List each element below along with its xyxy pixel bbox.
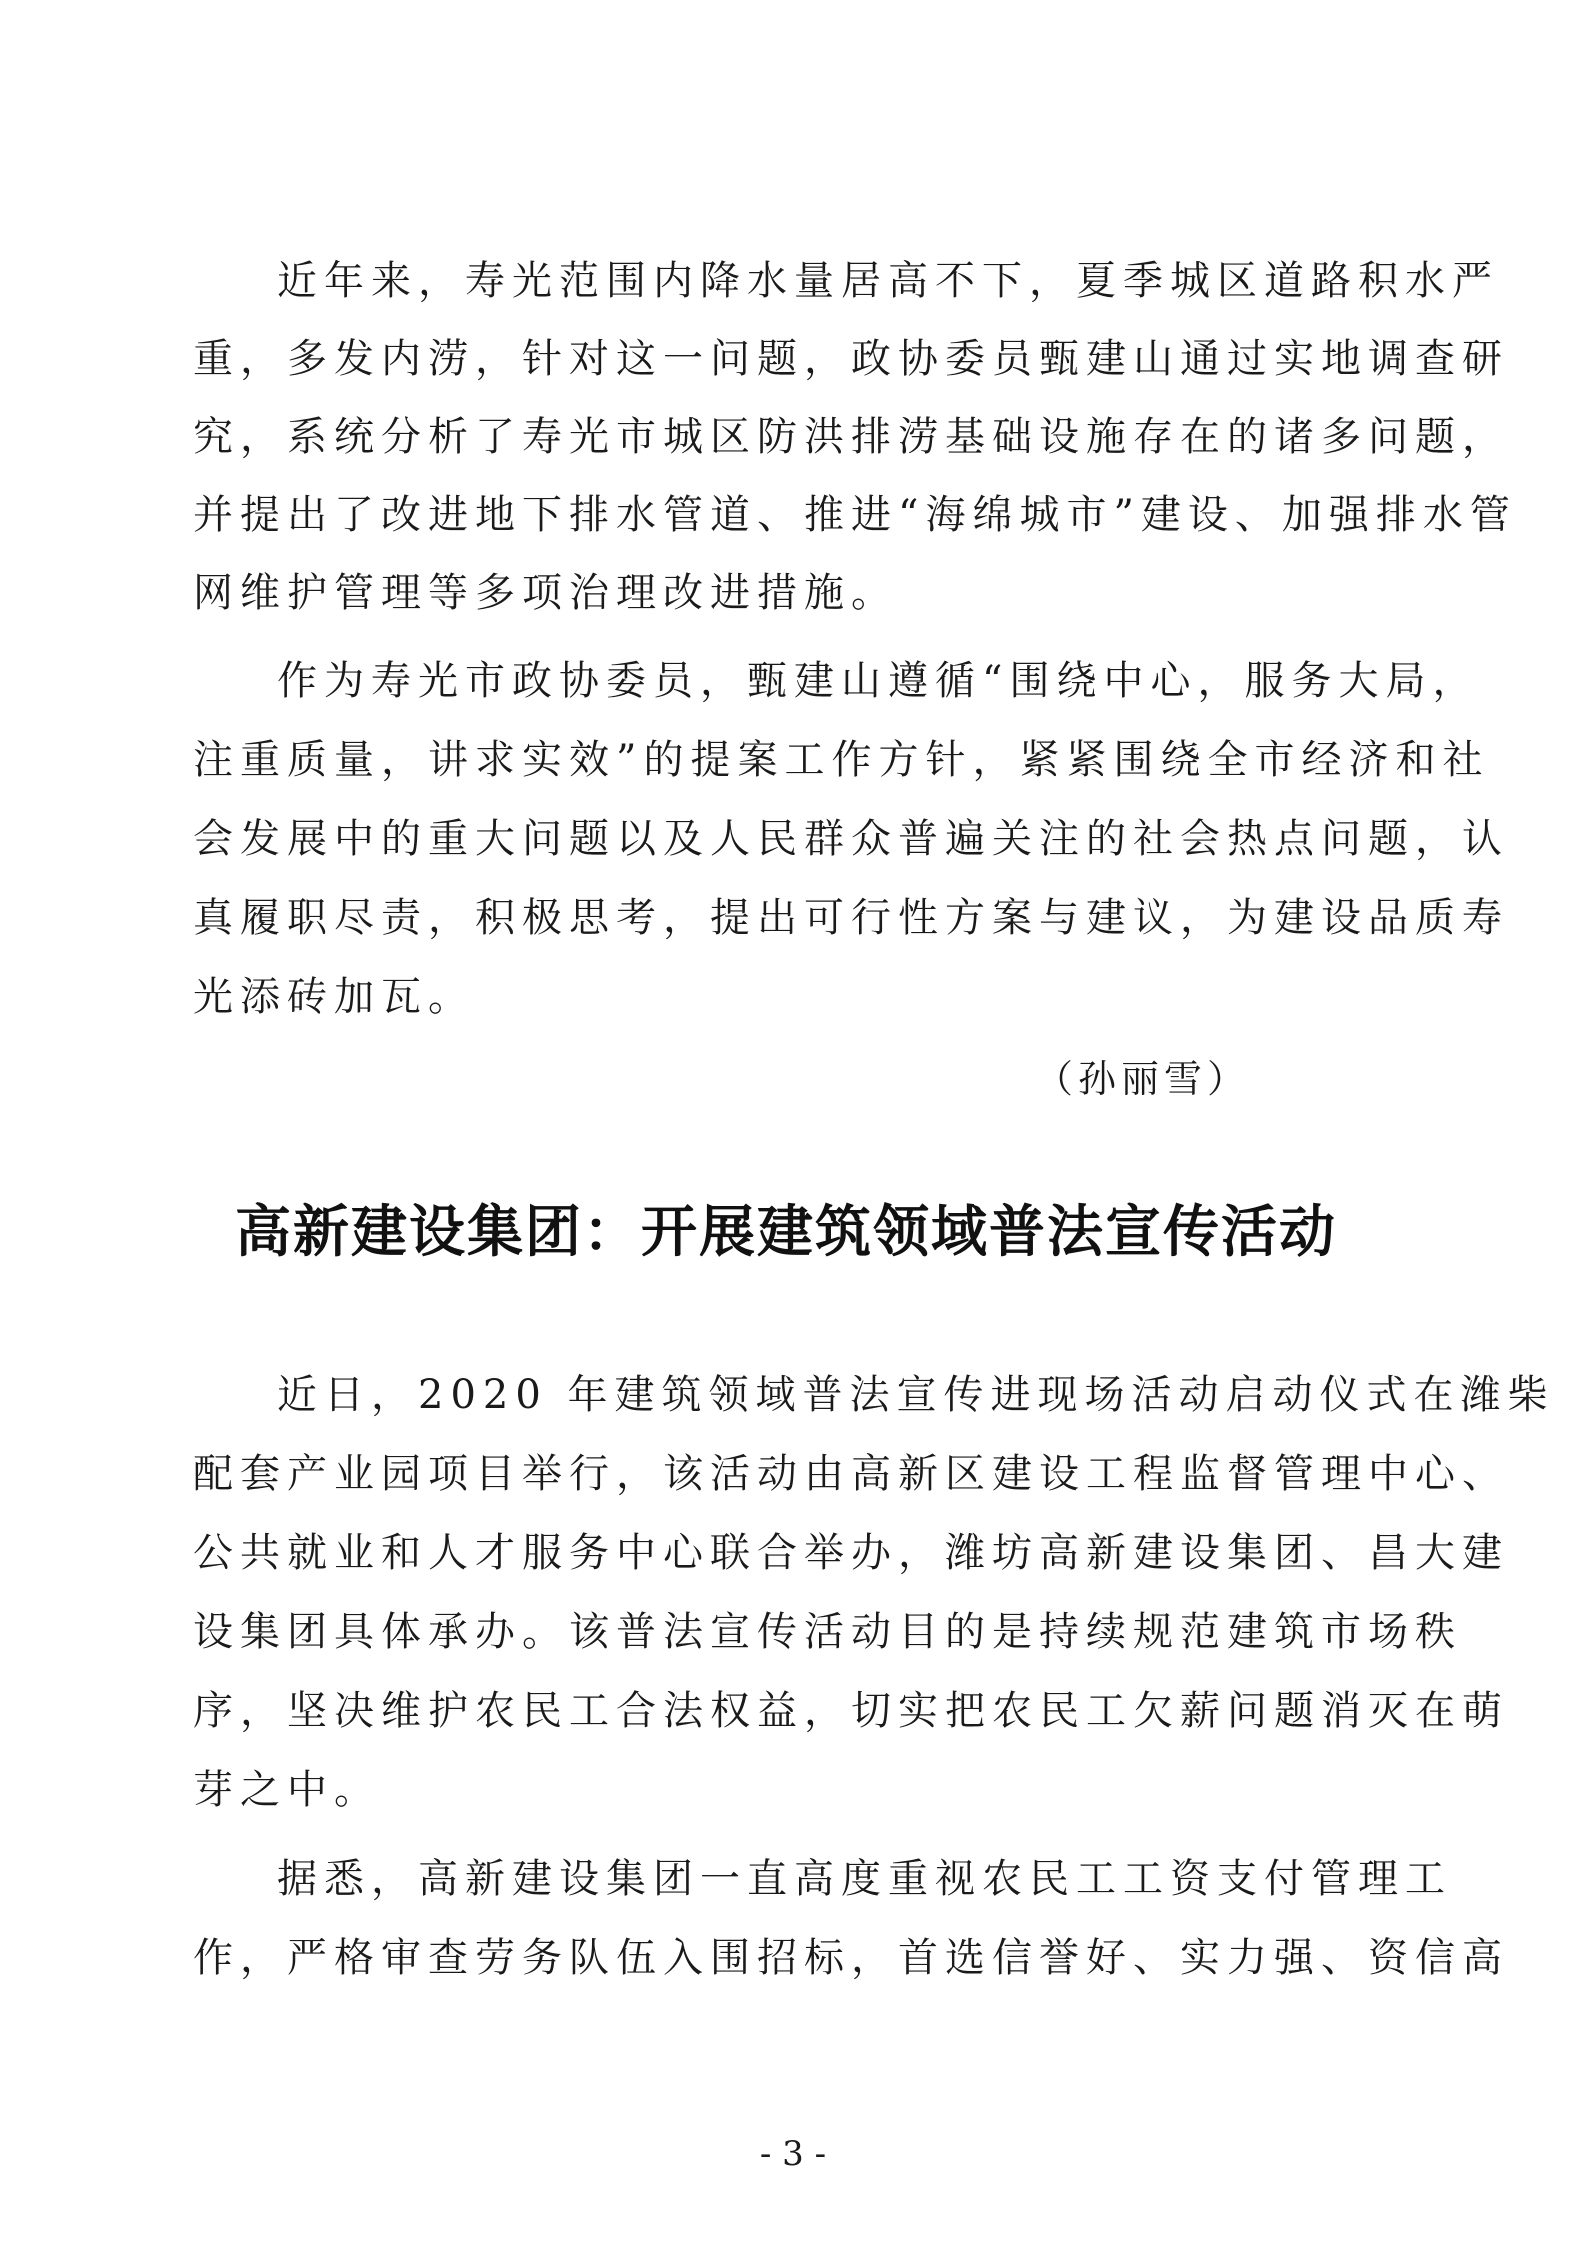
article-title: 高新建设集团：开展建筑领域普法宣传活动	[235, 1200, 1337, 1265]
page-number: - 3 -	[759, 2134, 827, 2174]
paragraph-line: 近年来，寿光范围内降水量居高不下，夏季城区道路积水严	[277, 258, 1499, 304]
paragraph-line: 据悉，高新建设集团一直高度重视农民工工资支付管理工	[277, 1856, 1452, 1902]
paragraph-line: 真履职尽责，积极思考，提出可行性方案与建议，为建设品质寿	[193, 895, 1509, 941]
paragraph-line: 注重质量，讲求实效”的提案工作方针，紧紧围绕全市经济和社	[193, 737, 1490, 783]
paragraph-line: 重，多发内涝，针对这一问题，政协委员甄建山通过实地调查研	[193, 336, 1509, 382]
article-author: （孙丽雪）	[1035, 1057, 1251, 1101]
paragraph-line: 网维护管理等多项治理改进措施。	[193, 570, 898, 616]
paragraph-line: 近日，2020 年建筑领域普法宣传进现场活动启动仪式在潍柴	[277, 1372, 1555, 1418]
paragraph-line: 并提出了改进地下排水管道、推进“海绵城市”建设、加强排水管	[193, 492, 1517, 538]
paragraph-line: 会发展中的重大问题以及人民群众普遍关注的社会热点问题，认	[193, 816, 1509, 862]
paragraph-line: 序，坚决维护农民工合法权益，切实把农民工欠薪问题消灭在萌	[193, 1688, 1509, 1734]
paragraph-line: 配套产业园项目举行，该活动由高新区建设工程监督管理中心、	[193, 1451, 1509, 1497]
paragraph-line: 公共就业和人才服务中心联合举办，潍坊高新建设集团、昌大建	[193, 1530, 1509, 1576]
paragraph-line: 光添砖加瓦。	[193, 974, 475, 1020]
paragraph-line: 究，系统分析了寿光市城区防洪排涝基础设施存在的诸多问题，	[193, 414, 1509, 460]
paragraph-line: 作为寿光市政协委员，甄建山遵循“围绕中心，服务大局，	[277, 658, 1480, 704]
paragraph-line: 芽之中。	[193, 1767, 381, 1813]
paragraph-line: 设集团具体承办。该普法宣传活动目的是持续规范建筑市场秩	[193, 1609, 1462, 1655]
paragraph-line: 作，严格审查劳务队伍入围招标，首选信誉好、实力强、资信高	[193, 1935, 1509, 1981]
